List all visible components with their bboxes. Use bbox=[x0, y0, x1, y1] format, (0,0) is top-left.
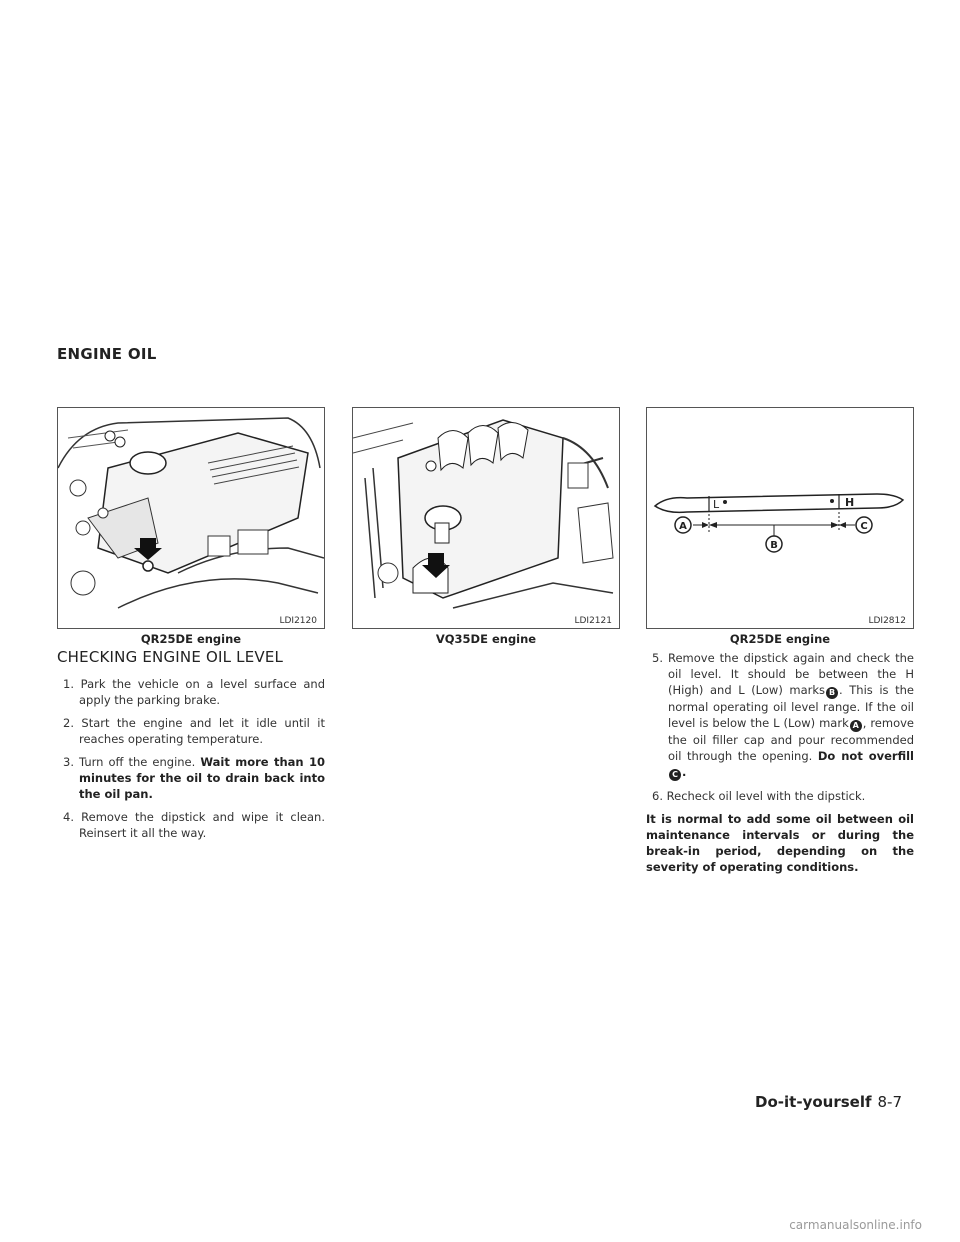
figure-caption: QR25DE engine bbox=[729, 632, 831, 646]
step-5: 5. Remove the dipstick again and check the oil level. It should be between the H (High) and L (Low) marks B . This is the normal operating oil level range. If the oil level is below the L (Low) mark A , remove the oil filler cap and pour recommended oil through the opening. Do not overfillC . bbox=[652, 651, 915, 779]
page-footer bbox=[755, 1093, 902, 1111]
callout-c-label: C bbox=[860, 521, 868, 532]
mark-a-badge: A bbox=[850, 720, 862, 732]
section-title: ENGINE OIL bbox=[57, 345, 157, 363]
step-6: 6. Recheck oil level with the dipstick. bbox=[652, 789, 866, 803]
figure-code: LDI2120 bbox=[279, 616, 317, 626]
mark-c-badge: C bbox=[669, 769, 681, 781]
mark-b-badge: B bbox=[826, 687, 838, 699]
step-3-warning: Wait more than 10 minutes for the oil to drain back into the oil pan. bbox=[79, 755, 326, 801]
figure-vq35de-engine bbox=[352, 407, 620, 629]
figure-caption: QR25DE engine bbox=[140, 632, 242, 646]
step-4: 4. Remove the dipstick and wipe it clean. Reinsert it all the way. bbox=[63, 810, 325, 840]
step-2: 2. Start the engine and let it idle until it reaches operating temperature. bbox=[63, 716, 326, 746]
watermark: carmanualsonline.info bbox=[789, 1218, 922, 1232]
dipstick-mark-l: L bbox=[713, 498, 720, 511]
overfill-warning: Do not overfill bbox=[817, 749, 914, 763]
engine-illustration-vq35de bbox=[353, 408, 619, 628]
dipstick-illustration bbox=[647, 408, 913, 628]
figure-qr25de-engine bbox=[57, 407, 325, 629]
callout-a-label: A bbox=[679, 521, 687, 532]
steps-column-right bbox=[646, 650, 914, 875]
step-1: 1. Park the vehicle on a level surface and apply the parking brake. bbox=[63, 677, 325, 707]
figure-code: LDI2812 bbox=[868, 616, 906, 626]
footer-section: Do-it-yourself bbox=[755, 1093, 872, 1111]
maintenance-note: It is normal to add some oil between oil maintenance intervals or during the break-in period, depending on the severity of operating conditions. bbox=[646, 812, 914, 874]
engine-illustration-qr25de bbox=[58, 408, 324, 628]
dipstick-mark-h: H bbox=[845, 496, 855, 509]
figure-code: LDI2121 bbox=[574, 616, 612, 626]
step-3: 3. Turn off the engine. Wait more than 10 minutes for the oil to drain back into the oil pan. bbox=[63, 755, 326, 801]
page-number: 8-7 bbox=[877, 1093, 902, 1111]
figure-caption: VQ35DE engine bbox=[435, 632, 537, 646]
callout-b-label: B bbox=[770, 540, 778, 551]
subheading: CHECKING ENGINE OIL LEVEL bbox=[57, 648, 284, 666]
steps-column-left bbox=[57, 676, 325, 848]
figure-dipstick-diagram bbox=[646, 407, 914, 629]
